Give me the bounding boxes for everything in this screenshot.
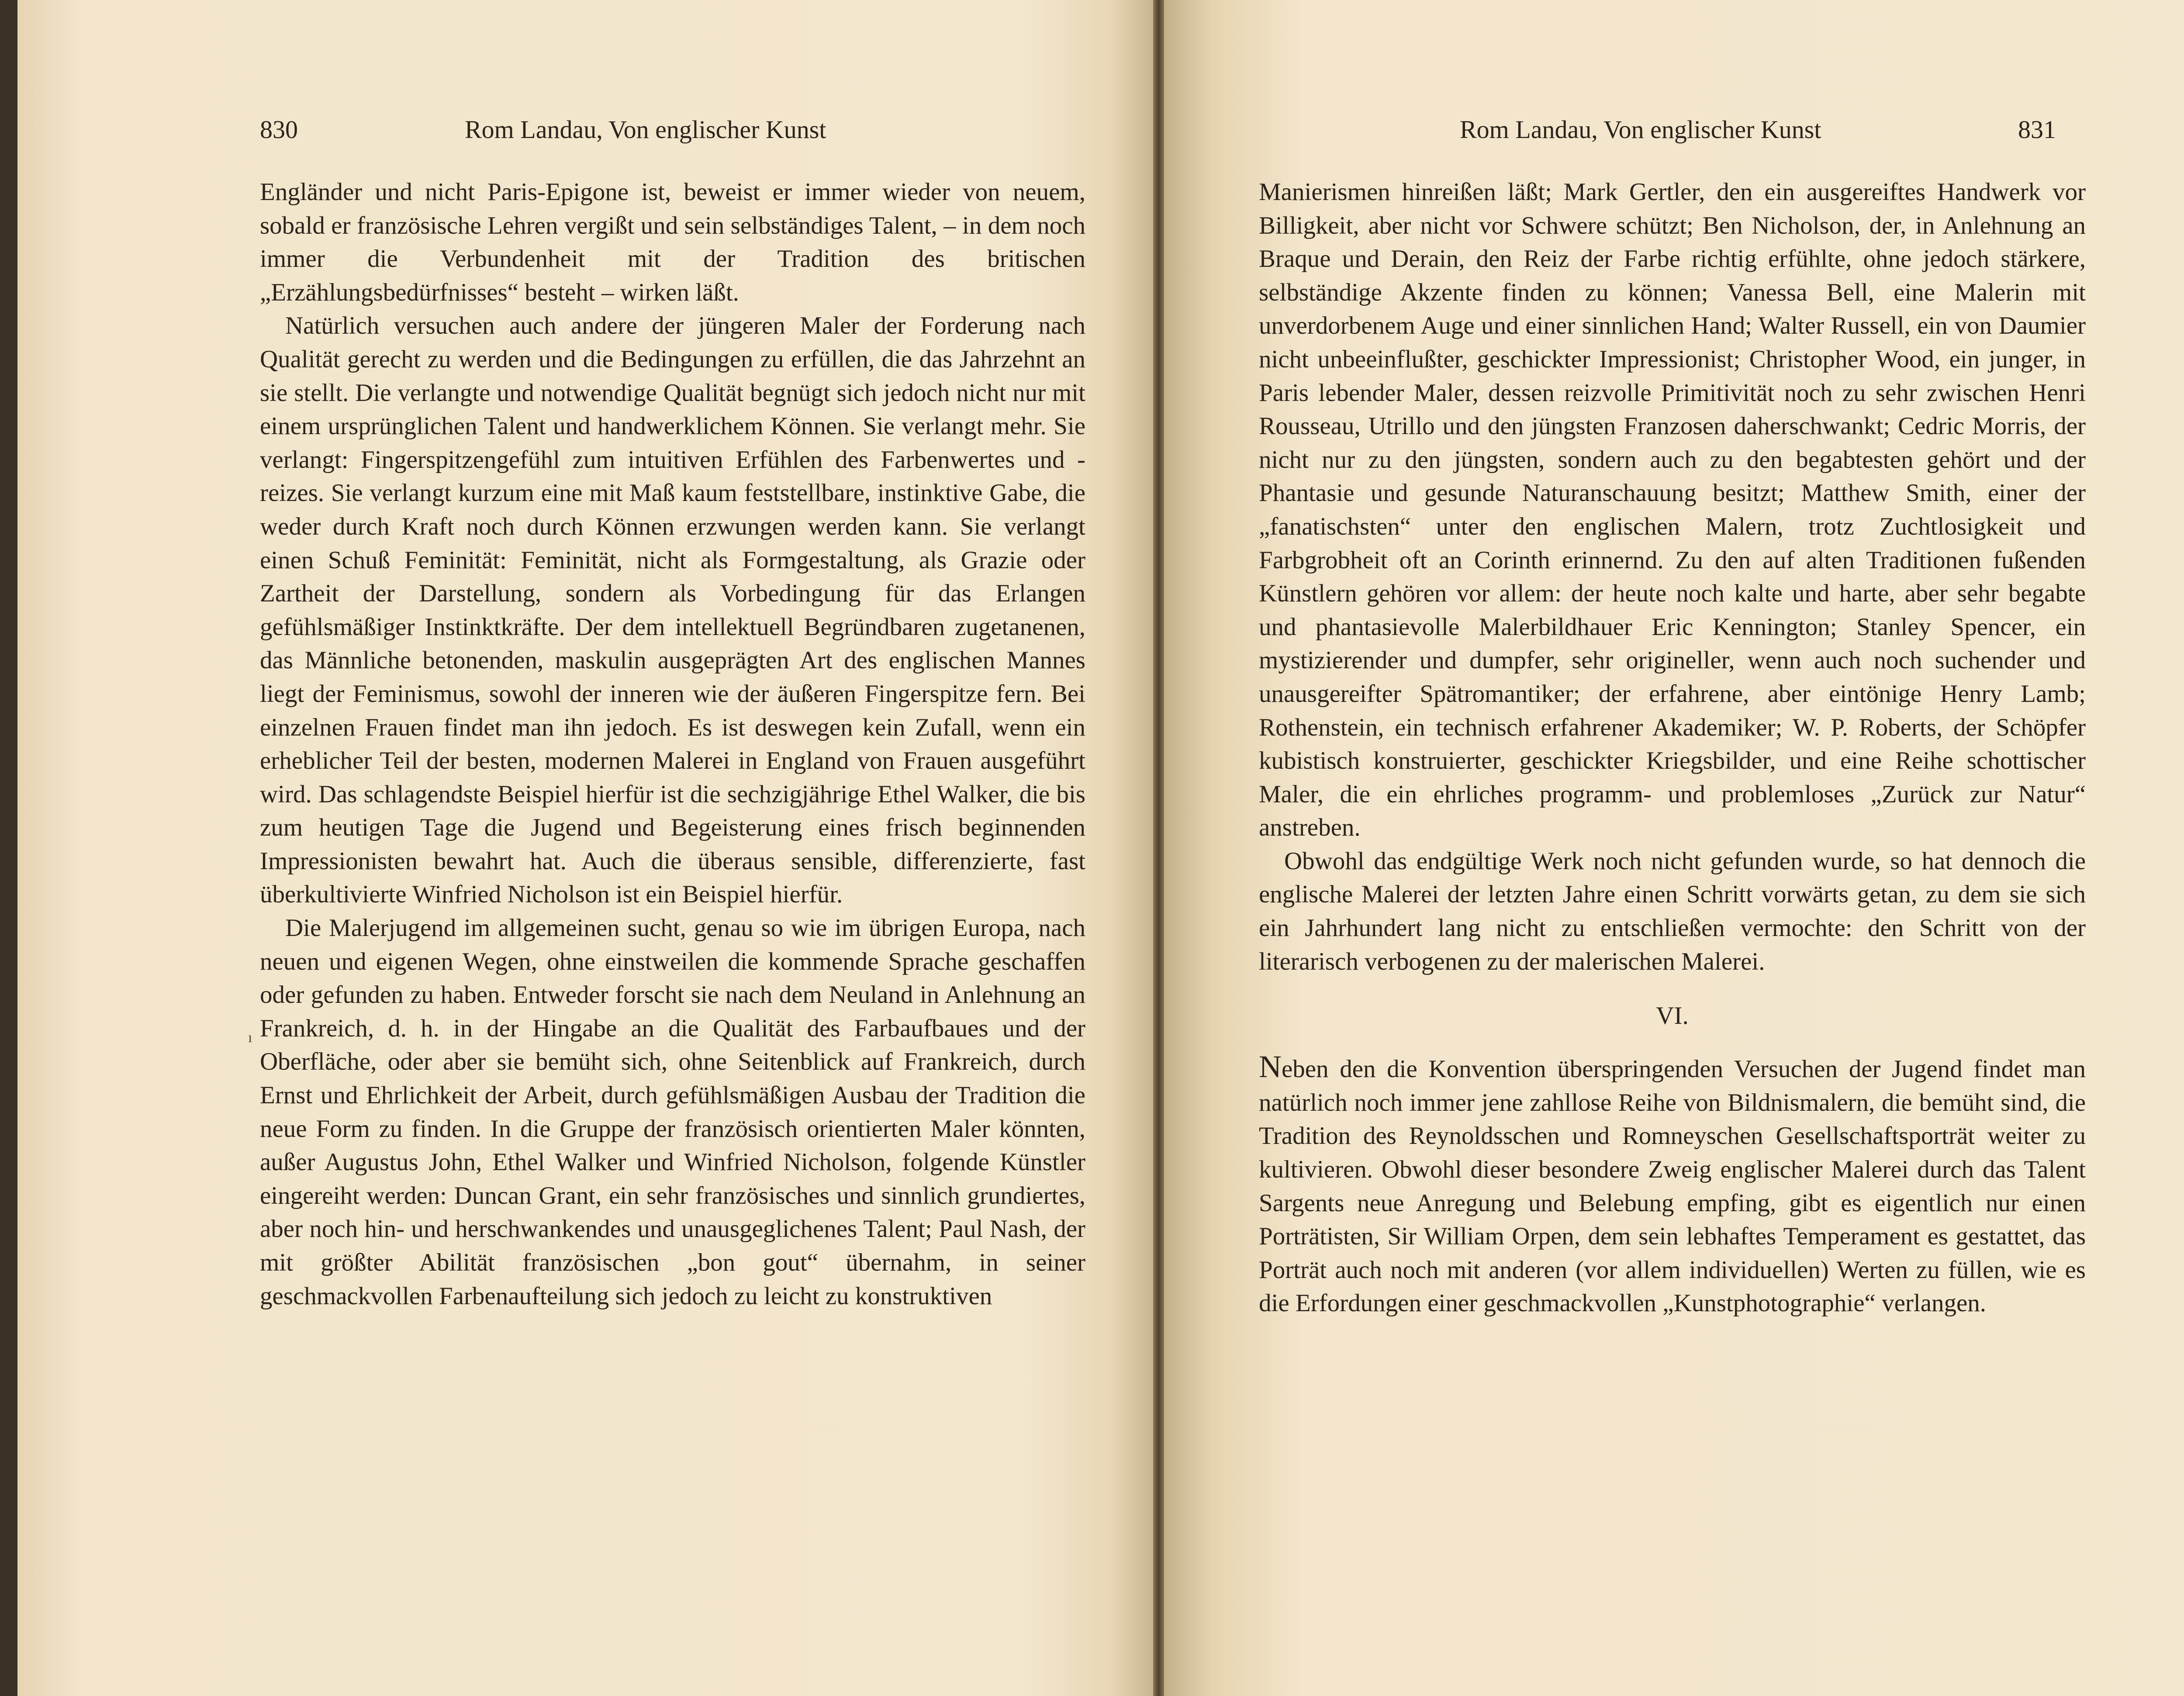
- left-body-text: [260, 176, 1085, 1313]
- right-paragraph-3: [1259, 1050, 2086, 1320]
- right-body-text: [1259, 176, 2086, 1320]
- left-running-title: Rom Landau, Von englischer Kunst: [465, 115, 826, 144]
- right-page: [1164, 0, 2184, 1696]
- section-heading: VI.: [1656, 1002, 1689, 1030]
- margin-mark: ı: [248, 1029, 252, 1046]
- right-running-title: Rom Landau, Von englischer Kunst: [1460, 115, 1821, 144]
- right-paragraph-2: Obwohl das endgültige Werk noch nicht gefunden wurde, so hat dennoch die englische Malerei der letzten Jahre einen Schritt vorwärts getan, zu dem sie sich ein Jahrhundert lang nicht zu entschließen vermochte: den Schritt von der literarisch verbogenen zu der malerischen Malerei.: [1259, 847, 2086, 975]
- section-paragraph: eben den die Konvention überspringenden Versuchen der Jugend findet man natürlich noch immer jene zahllose Reihe von Bildnismalern, die bemüht sind, die Tradition des Reynoldsschen und Romneyschen Gesellschaftsporträt weiter zu kultivieren. Obwohl dieser besondere Zweig englischer Malerei durch das Talent Sargents neue Anregung und Belebung empfing, gibt es eigentlich nur einen Porträtisten, Sir William Orpen, dem sein lebhaftes Temperament es gestattet, das Porträt auch noch mit anderen (vor allem individuellen) Werten zu füllen, wie es die Erfordungen einer geschmackvollen „Kunstphotographie“ verlangen.: [1259, 1055, 2086, 1317]
- left-paragraph-2: Natürlich versuchen auch andere der jüngeren Maler der Forderung nach Qualität gerecht zu werden und die Bedingungen zu erfüllen, die das Jahrzehnt an sie stellt. Die verlangte und notwendige Qualität begnügt sich jedoch nicht nur mit einem ursprünglichen Talent und handwerklichem Können. Sie verlangt mehr. Sie verlangt: Fingerspitzengefühl zum intuitiven Erfühlen des Farbenwertes und -reizes. Sie verlangt kurzum eine mit Maß kaum feststellbare, instinktive Gabe, die weder durch Kraft noch durch Können erzwungen werden kann. Sie verlangt einen Schuß Feminität: Feminität, nicht als Formgestaltung, als Grazie oder Zartheit der Darstellung, sondern als Vorbedingung für das Erlangen gefühlsmäßiger Instinktkräfte. Der dem intellektuell Begründbaren zugetanenen, das Männliche betonenden, maskulin ausgeprägten Art des englischen Mannes liegt der Feminismus, sowohl der inneren wie der äußeren Fingerspitze fern. Bei einzelnen Frauen findet man ihn jedoch. Es ist deswegen kein Zufall, wenn ein erheblicher Teil der besten, modernen Malerei in England von Frauen ausgeführt wird. Das schlagendste Beispiel hierfür ist die sechzigjährige Ethel Walker, die bis zum heutigen Tage die Jugend und Begeisterung eines frisch beginnenden Impressionisten bewahrt hat. Auch die überaus sensible, differenzierte, fast überkultivierte Winfried Nicholson ist ein Beispiel hierfür.: [260, 312, 1085, 908]
- right-paragraph-1: Manierismen hinreißen läßt; Mark Gertler, den ein ausgereiftes Handwerk vor Billigkeit, aber nicht vor Schwere schützt; Ben Nicholson, der, in Anlehnung an Braque und Derain, den Reiz der Farbe richtig erfühlte, ohne jedoch stärkere, selbständige Akzente finden zu können; Vanessa Bell, eine Malerin mit unverdorbenem Auge und einer sinnlichen Hand; Walter Russell, ein von Daumier nicht unbeeinflußter, geschickter Impressionist; Christopher Wood, ein junger, in Paris lebender Maler, dessen reizvolle Primitivität noch zu sehr zwischen Henri Rousseau, Utrillo und den jüngsten Franzosen daherschwankt; Cedric Morris, der nicht nur zu den jüngsten, sondern auch zu den begabtesten gehört und der Phantasie und gesunde Naturanschauung besitzt; Matthew Smith, einer der „fanatischsten“ unter den englischen Malern, trotz Zuchtlosigkeit und Farbgrobheit oft an Corinth erinnernd. Zu den auf alten Traditionen fußenden Künstlern gehören vor allem: der heute noch kalte und harte, aber sehr begabte und phantasievolle Malerbildhauer Eric Kennington; Stanley Spencer, ein mystizierender und dumpfer, sehr origineller, wenn auch noch suchender und unausgereifter Spätromantiker; der erfahrene, aber eintönige Henry Lamb; Rothenstein, ein technisch erfahrener Akademiker; W. P. Roberts, der Schöpfer kubistisch konstruierter, geschickter Kriegsbilder, und eine Reihe schottischer Maler, die ein ehrliches programm- und problemloses „Zurück zur Natur“ anstreben.: [1259, 178, 2086, 842]
- section-dropcap: N: [1259, 1049, 1282, 1085]
- left-paragraph-1: Engländer und nicht Paris-Epigone ist, beweist er immer wieder von neuem, sobald er französische Lehren vergißt und sein selbständiges Talent, – in dem noch immer die Verbundenheit mit der Tradition des britischen „Erzählungsbedürfnisses“ besteht – wirken läßt.: [260, 178, 1085, 306]
- right-page-number: 831: [2018, 115, 2056, 144]
- left-paragraph-3: Die Malerjugend im allgemeinen sucht, genau so wie im übrigen Europa, nach neuen und eigenen Wegen, ohne einstweilen die kommende Sprache geschaffen oder gefunden zu haben. Entweder forscht sie nach dem Neuland in Anlehnung an Frankreich, d. h. in der Hingabe an die Qualität des Farbaufbaues und der Oberfläche, oder aber sie bemüht sich, ohne Seitenblick auf Frankreich, durch Ernst und Ehrlichkeit der Arbeit, durch gefühlsmäßigen Ausbau der Tradition die neue Form zu finden. In die Gruppe der französisch orientierten Maler könnten, außer Augustus John, Ethel Walker und Winfried Nicholson, folgende Künstler eingereiht werden: Duncan Grant, ein sehr französisches und sinnlich grundiertes, aber noch hin- und herschwankendes und unausgeglichenes Talent; Paul Nash, der mit größter Abilität französischen „bon gout“ übernahm, in seiner geschmackvollen Farbenaufteilung sich jedoch zu leicht zu konstruktiven: [260, 914, 1085, 1310]
- left-page-number: 830: [260, 115, 298, 144]
- book-gutter: [1153, 0, 1164, 1696]
- left-page: [17, 0, 1153, 1696]
